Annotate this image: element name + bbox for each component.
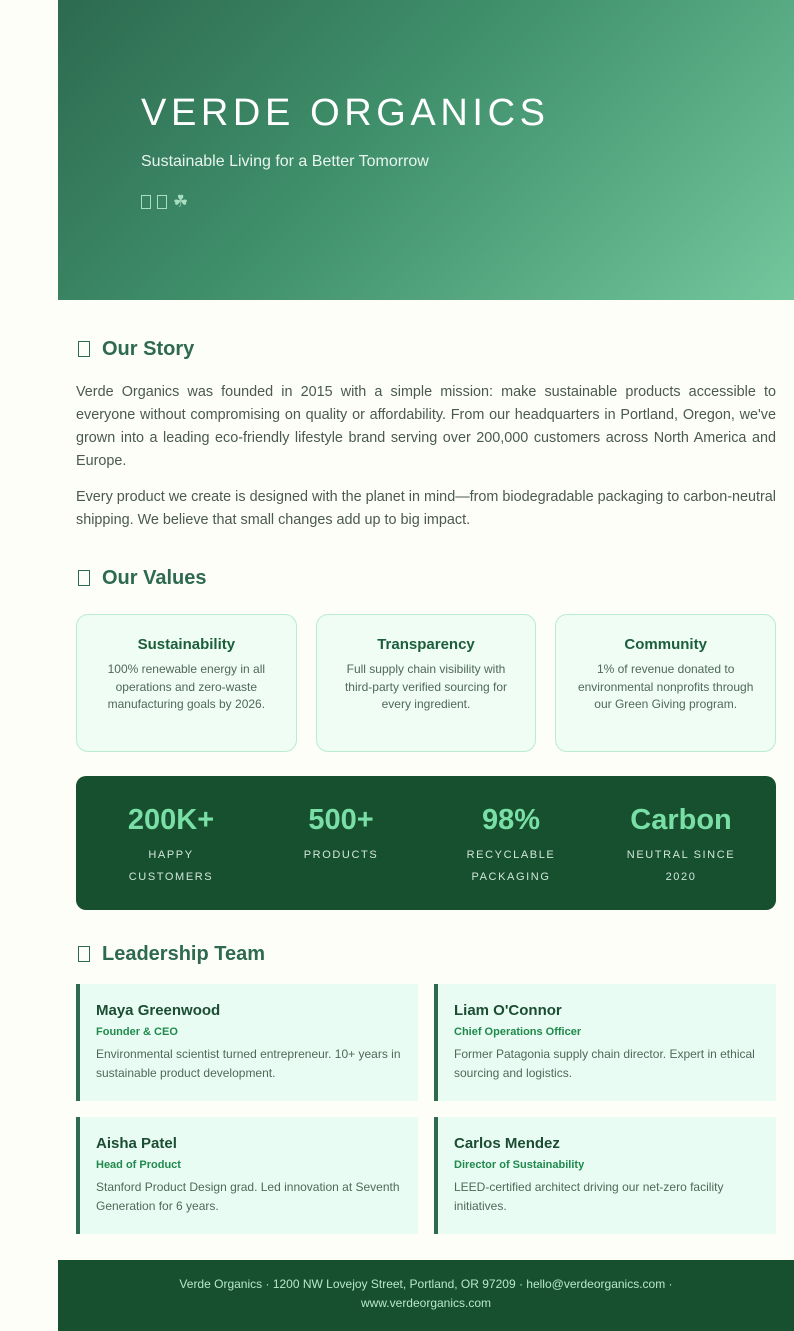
footer-separator: ·: [515, 1277, 527, 1291]
member-role: Director of Sustainability: [454, 1159, 585, 1171]
member-role: Founder & CEO: [96, 1026, 178, 1038]
stats-banner: [76, 776, 776, 910]
member-bio: Stanford Product Design grad. Led innovation at Seventh Generation for 6 years.: [96, 1180, 400, 1213]
member-name: Carlos Mendez: [454, 1135, 560, 1152]
footer-separator: ·: [262, 1277, 273, 1291]
our-values-section: [76, 566, 776, 752]
story-paragraph: Verde Organics was founded in 2015 with a simple mission: make sustainable products accessible to everyone without compromising on quality or affordability. From our headquarters in Portland, Oregon, we've grown into a leading eco-friendly lifestyle brand serving over 200,000 customers across North America and Europe.: [76, 384, 776, 469]
member-name: Liam O'Connor: [454, 1002, 562, 1019]
value-card: [555, 614, 776, 752]
value-description: Full supply chain visibility with third-party verified sourcing for every ingredient.: [344, 662, 508, 712]
section-heading-text: Our Values: [102, 566, 207, 589]
stat-item: [426, 802, 596, 910]
missing-glyph-icon: [141, 195, 151, 209]
member-name: Maya Greenwood: [96, 1002, 221, 1019]
main-content: [58, 337, 794, 1260]
team-member-card: [76, 984, 418, 1101]
brand-title: VERDE ORGANICS: [141, 92, 550, 134]
missing-glyph-icon: [78, 946, 90, 962]
values-grid: [76, 614, 776, 752]
stat-item: [256, 802, 426, 910]
team-member-card: [76, 1117, 418, 1234]
stat-value: 200K+: [127, 804, 215, 836]
footer-email-link[interactable]: hello@verdeorganics.com: [526, 1277, 666, 1291]
team-member-card: [434, 984, 776, 1101]
hero-banner: [58, 0, 794, 300]
member-role: Chief Operations Officer: [454, 1026, 582, 1038]
value-card: [76, 614, 297, 752]
stat-value: 500+: [308, 804, 374, 836]
team-member-card: [434, 1117, 776, 1234]
value-title: Transparency: [377, 636, 475, 653]
stat-value: Carbon: [630, 804, 732, 836]
page: [58, 0, 794, 1331]
stat-item: [596, 802, 766, 910]
stat-value: 98%: [481, 804, 541, 836]
missing-glyph-icon: [157, 195, 167, 209]
section-heading-text: Our Story: [102, 337, 195, 360]
brand-tagline: Sustainable Living for a Better Tomorrow: [141, 153, 429, 170]
value-title: Sustainability: [137, 636, 236, 653]
value-description: 1% of revenue donated to environmental nonprofits through our Green Giving program.: [577, 662, 754, 712]
value-card: [316, 614, 537, 752]
shamrock-icon: ☘: [173, 192, 189, 211]
value-title: Community: [624, 636, 707, 653]
member-bio: LEED-certified architect driving our net-zero facility initiatives.: [454, 1180, 724, 1213]
value-description: 100% renewable energy in all operations and zero-waste manufacturing goals by 2026.: [107, 662, 266, 712]
footer-website-link[interactable]: www.verdeorganics.com: [360, 1296, 492, 1310]
member-name: Aisha Patel: [96, 1135, 177, 1152]
site-footer: [58, 1260, 794, 1331]
our-story-section: [76, 337, 776, 532]
hero-icon-row: [141, 192, 794, 212]
footer-address: 1200 NW Lovejoy Street, Portland, OR 97209: [272, 1277, 516, 1291]
stat-label: HAPPY CUSTOMERS: [128, 849, 214, 883]
member-role: Head of Product: [96, 1159, 181, 1171]
missing-glyph-icon: [78, 341, 90, 357]
section-heading: [76, 942, 776, 966]
story-paragraph: Every product we create is designed with the planet in mind—from biodegradable packaging to carbon-neutral shipping. We believe that small changes add up to big impact.: [76, 489, 776, 528]
member-bio: Environmental scientist turned entrepreneur. 10+ years in sustainable product development.: [96, 1047, 401, 1080]
stat-item: [86, 802, 256, 910]
section-heading-text: Leadership Team: [102, 942, 266, 965]
member-bio: Former Patagonia supply chain director. Expert in ethical sourcing and logistics.: [454, 1047, 755, 1080]
footer-company: Verde Organics: [179, 1277, 263, 1291]
footer-separator: ·: [665, 1277, 673, 1291]
missing-glyph-icon: [78, 570, 90, 586]
stat-label: NEUTRAL SINCE 2020: [626, 849, 736, 883]
section-heading: [76, 566, 776, 590]
team-grid: [76, 984, 776, 1234]
stat-label: RECYCLABLE PACKAGING: [466, 849, 556, 883]
leadership-team-section: [76, 942, 776, 1234]
section-heading: [76, 337, 776, 361]
stat-label: PRODUCTS: [303, 849, 379, 861]
